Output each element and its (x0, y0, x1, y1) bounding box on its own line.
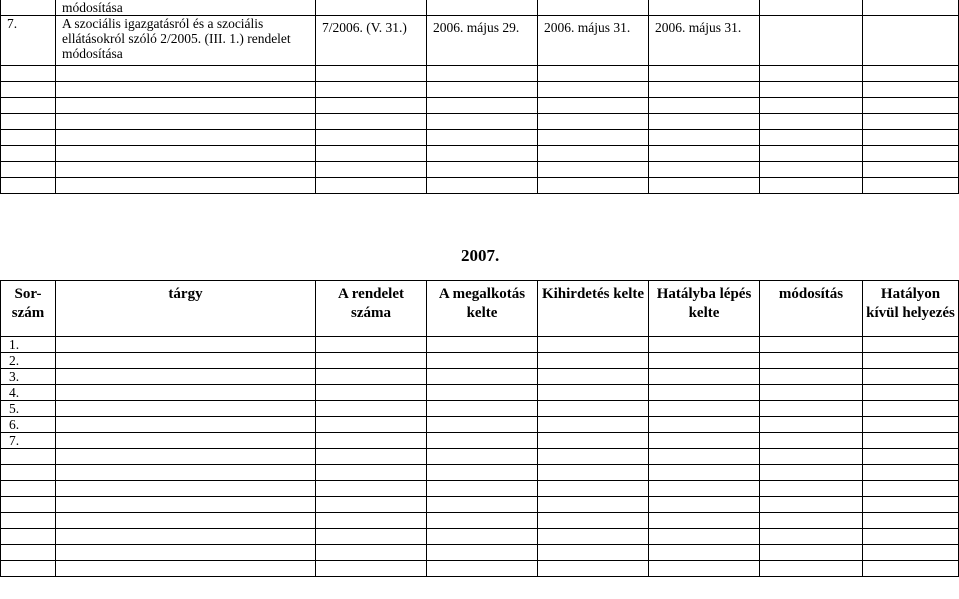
header-published: Kihirdetés kelte (538, 281, 649, 337)
header-amendment: módosítás (760, 281, 863, 337)
table-row (1, 401, 959, 417)
table-row (1, 385, 959, 401)
published-date-cell: 2006. május 31. (538, 16, 649, 66)
table-row (1, 98, 959, 114)
row-number: 7. (1, 433, 56, 449)
table-row (1, 529, 959, 545)
row-number: 4. (1, 385, 56, 401)
subject-cell: A szociális igazgatásról és a szociális ellátásokról szóló 2/2005. (III. 1.) rendelet módosítása (56, 16, 316, 66)
year-heading: 2007. (461, 246, 500, 265)
table-row (1, 130, 959, 146)
row-number: 3. (1, 369, 56, 385)
header-created: A megalkotás kelte (427, 281, 538, 337)
table-row (1, 82, 959, 98)
table-row (1, 353, 959, 369)
table-row (1, 433, 959, 449)
row-number: 2. (1, 353, 56, 369)
table-row (1, 465, 959, 481)
table-row (1, 66, 959, 82)
subject-cell: módosítása (56, 0, 316, 16)
row-number: 1. (1, 337, 56, 353)
table-row (1, 146, 959, 162)
table-row (1, 561, 959, 577)
header-row (1, 281, 959, 337)
register-table-2006 (0, 0, 959, 194)
table-row (1, 0, 959, 16)
table-row (1, 178, 959, 194)
table-row (1, 114, 959, 130)
row-number: 5. (1, 401, 56, 417)
row-number: 6. (1, 417, 56, 433)
table-row (1, 545, 959, 561)
row-number: 7. (1, 16, 56, 66)
table-row (1, 16, 959, 66)
header-effective: Hatályba lépés kelte (649, 281, 760, 337)
effective-date-cell: 2006. május 31. (649, 16, 760, 66)
header-subject: tárgy (56, 281, 316, 337)
register-table-2007 (0, 280, 959, 577)
table-row (1, 162, 959, 178)
table-row (1, 513, 959, 529)
header-row-number: Sor-szám (1, 281, 56, 337)
table-row (1, 449, 959, 465)
table-row (1, 337, 959, 353)
table-row (1, 369, 959, 385)
header-reg-number: A rendelet száma (316, 281, 427, 337)
header-repealed: Hatályon kívül helyezés (863, 281, 959, 337)
created-date-cell: 2006. május 29. (427, 16, 538, 66)
table-row (1, 497, 959, 513)
reg-number-cell: 7/2006. (V. 31.) (316, 16, 427, 66)
table-row (1, 417, 959, 433)
table-row (1, 481, 959, 497)
